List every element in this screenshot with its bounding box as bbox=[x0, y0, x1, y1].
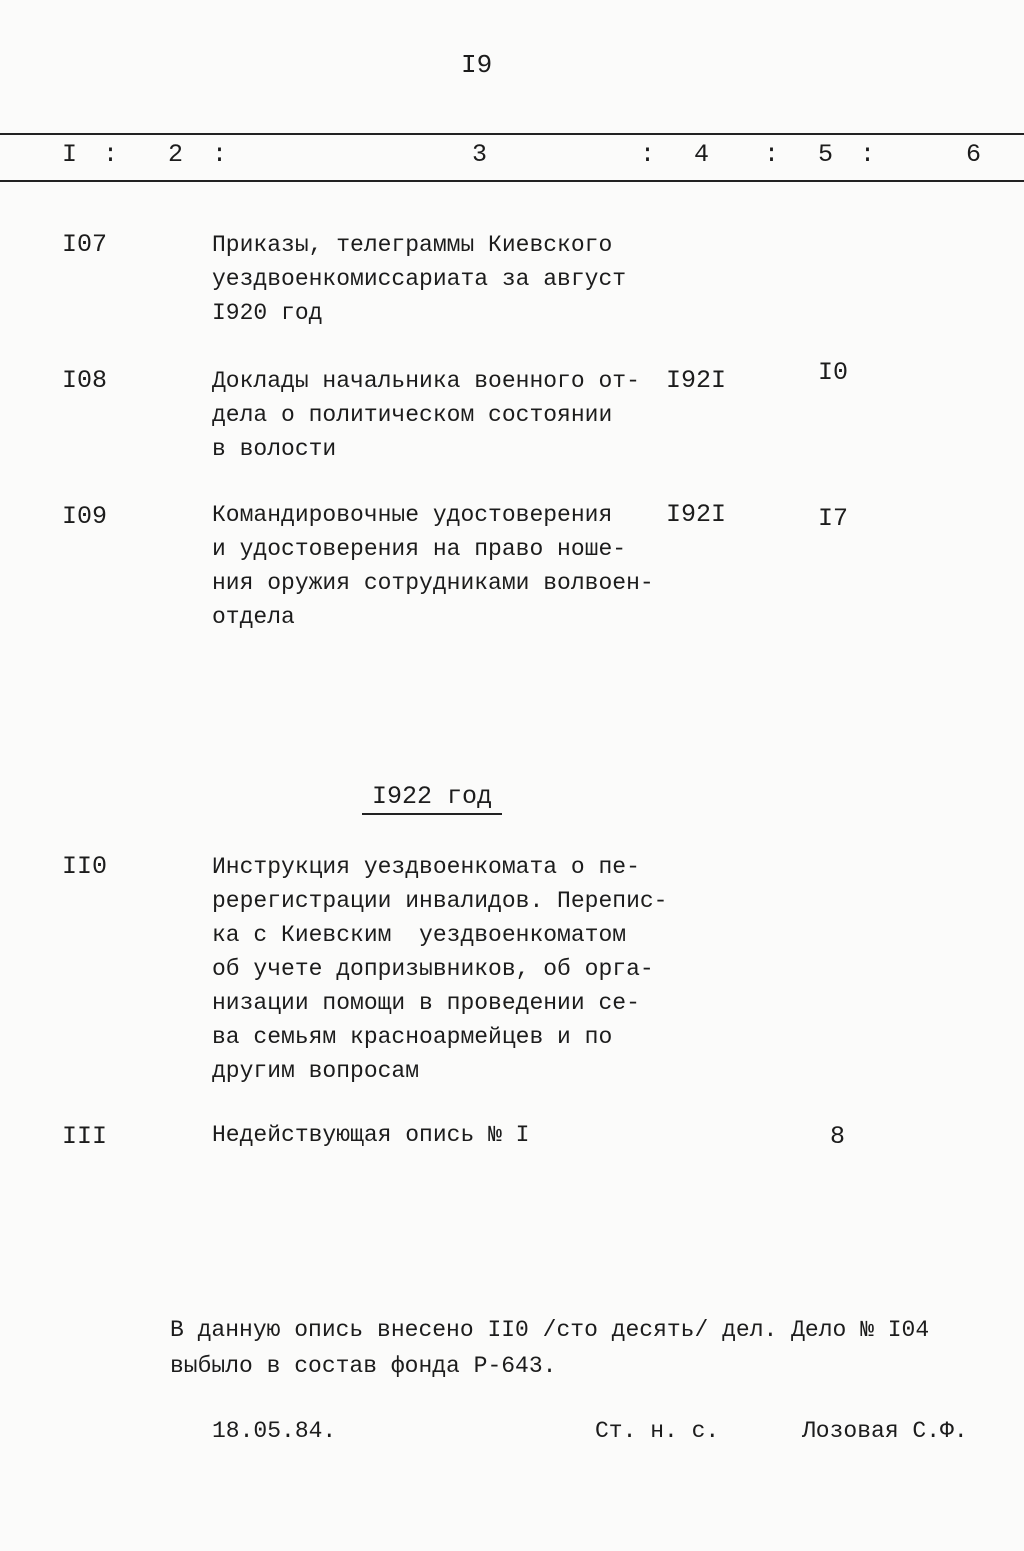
entry-number: III bbox=[62, 1122, 108, 1151]
entry-title bbox=[212, 498, 682, 634]
entry-number: I07 bbox=[62, 230, 108, 259]
entry-title bbox=[212, 364, 682, 466]
entry-title-line: ва семьям красноармейцев и по bbox=[212, 1024, 613, 1050]
header-bottom-rule bbox=[0, 180, 1024, 182]
col-sep: : bbox=[764, 140, 780, 169]
entry-number: I08 bbox=[62, 366, 108, 395]
entry-count: I0 bbox=[818, 358, 849, 387]
signature-position: Ст. н. с. bbox=[595, 1418, 720, 1444]
entry-title-line: другим вопросам bbox=[212, 1058, 420, 1084]
entry-title-line: в волости bbox=[212, 436, 337, 462]
entry-count: 8 bbox=[830, 1122, 846, 1151]
col-header-1: I bbox=[62, 140, 78, 169]
signature-date: 18.05.84. bbox=[212, 1418, 337, 1444]
entry-number: I09 bbox=[62, 502, 108, 531]
entry-title-line: ния оружия сотрудниками волвоен- bbox=[212, 570, 654, 596]
entry-title-line: Доклады начальника военного от- bbox=[212, 368, 640, 394]
entry-year: I92I bbox=[666, 366, 727, 395]
closing-note-line: В данную опись внесено II0 /сто десять/ дел. Дело № I04 bbox=[170, 1317, 930, 1343]
entry-title-line: Инструкция уездвоенкомата о пе- bbox=[212, 854, 640, 880]
signature-name: Лозовая С.Ф. bbox=[802, 1418, 968, 1444]
col-sep: : bbox=[860, 140, 876, 169]
closing-note bbox=[170, 1312, 970, 1384]
col-header-6: 6 bbox=[966, 140, 982, 169]
col-sep: : bbox=[640, 140, 656, 169]
col-header-5: 5 bbox=[818, 140, 834, 169]
col-sep: : bbox=[212, 140, 228, 169]
header-top-rule bbox=[0, 133, 1024, 135]
entry-title bbox=[212, 228, 682, 330]
col-sep: : bbox=[103, 140, 119, 169]
entry-number: II0 bbox=[62, 852, 108, 881]
entry-title-line: дела о политическом состоянии bbox=[212, 402, 613, 428]
entry-title-line: низации помощи в проведении се- bbox=[212, 990, 640, 1016]
entry-title bbox=[212, 850, 682, 1088]
entry-count: I7 bbox=[818, 504, 849, 533]
entry-title bbox=[212, 1118, 682, 1152]
col-header-2: 2 bbox=[168, 140, 184, 169]
col-header-4: 4 bbox=[694, 140, 710, 169]
entry-title-line: Недействующая опись № I bbox=[212, 1122, 530, 1148]
entry-title-line: Приказы, телеграммы Киевского bbox=[212, 232, 613, 258]
entry-title-line: ререгистрации инвалидов. Перепис- bbox=[212, 888, 668, 914]
entry-title-line: и удостоверения на право ноше- bbox=[212, 536, 627, 562]
entry-year: I92I bbox=[666, 500, 727, 529]
entry-title-line: отдела bbox=[212, 604, 295, 630]
entry-title-line: об учете допризывников, об орга- bbox=[212, 956, 654, 982]
entry-title-line: ка с Киевским уездвоенкоматом bbox=[212, 922, 627, 948]
page-number: I9 bbox=[461, 50, 493, 80]
year-heading: I922 год bbox=[362, 782, 502, 815]
entry-title-line: I920 год bbox=[212, 300, 323, 326]
entry-title-line: уездвоенкомиссариата за август bbox=[212, 266, 627, 292]
col-header-3: 3 bbox=[472, 140, 488, 169]
closing-note-line: выбыло в состав фонда Р-643. bbox=[170, 1353, 557, 1379]
entry-title-line: Командировочные удостоверения bbox=[212, 502, 613, 528]
